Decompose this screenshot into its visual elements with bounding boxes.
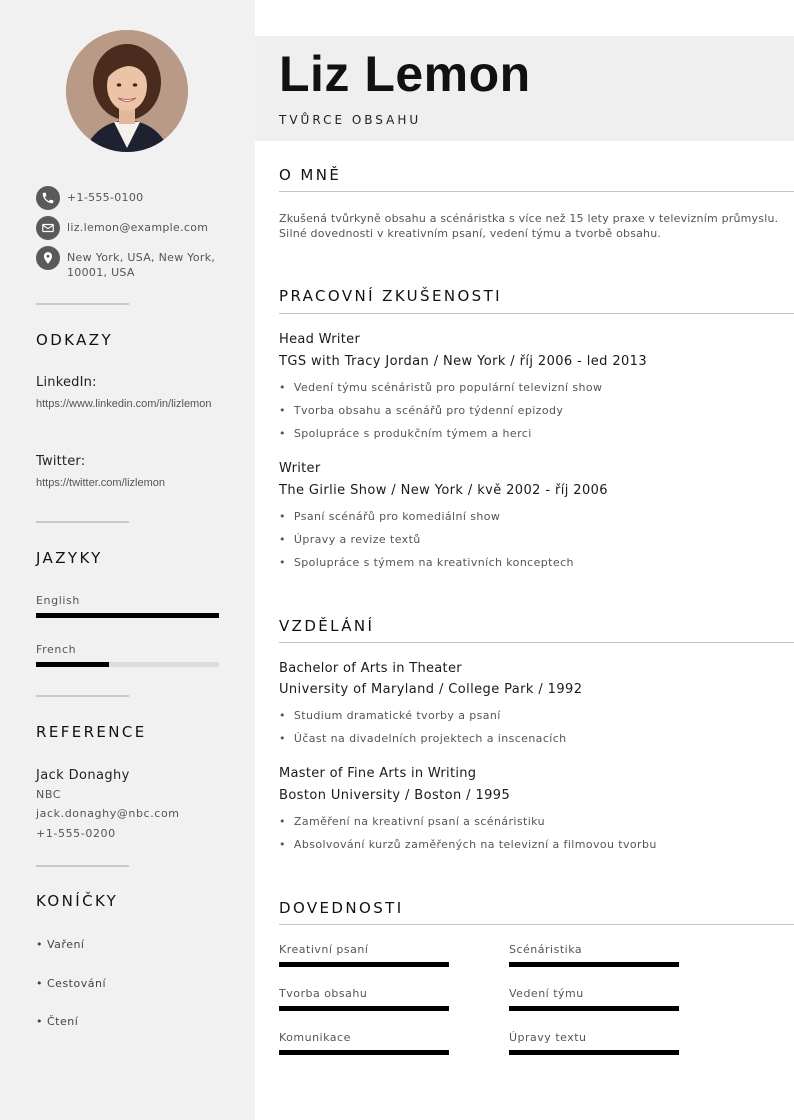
skill-level-bar [509,1006,679,1011]
main-content [255,0,794,1120]
job-bullet: • Spolupráce s produkčním týmem a herci [279,427,532,440]
skill-level-fill [509,1050,679,1055]
twitter-link[interactable]: https://twitter.com/lizlemon [36,477,165,489]
linkedin-link[interactable]: https://www.linkedin.com/in/lizlemon [36,398,212,410]
language-name: French [36,643,77,656]
skill-level-bar [279,1050,449,1055]
reference-company: NBC [36,788,62,801]
sidebar [0,0,255,1120]
skill-level-fill [279,1050,449,1055]
job-position: Head Writer [279,332,361,347]
skill-name: Tvorba obsahu [279,987,368,1000]
sidebar-divider [36,521,129,523]
section-rule [279,191,794,192]
section-rule [279,924,794,925]
skill-name: Scénáristika [509,943,583,956]
language-level-bar [36,662,219,667]
job-details: The Girlie Show / New York / kvě 2002 - říj 2006 [279,483,608,498]
education-bullet: • Absolvování kurzů zaměřených na televizní a filmovou tvorbu [279,838,657,851]
reference-email: jack.donaghy@nbc.com [36,807,180,820]
phone-number: +1-555-0100 [67,191,144,204]
education-bullet: • Studium dramatické tvorby a psaní [279,709,501,722]
hobby-item: • Čtení [36,1015,79,1028]
reference-name: Jack Donaghy [36,768,130,783]
skill-level-bar [509,962,679,967]
education-degree: Bachelor of Arts in Theater [279,661,462,676]
skills-title: DOVEDNOSTI [279,899,404,917]
skill-level-bar [509,1050,679,1055]
contact-email [36,220,222,240]
job-bullet: • Úpravy a revize textů [279,533,421,546]
skill-name: Úpravy textu [509,1031,587,1044]
education-details: University of Maryland / College Park / 1992 [279,682,583,697]
language-level-bar [36,613,219,618]
skill-level-fill [279,962,449,967]
experience-title: PRACOVNÍ ZKUŠENOSTI [279,287,502,305]
references-title: REFERENCE [36,723,147,741]
phone-icon [36,186,60,210]
contact-address [36,250,222,280]
contact-phone [36,190,222,210]
job-bullet: • Vedení týmu scénáristů pro populární televizní show [279,381,602,394]
hobby-label: Vaření [47,938,85,951]
mail-icon [36,216,60,240]
links-title: ODKAZY [36,331,114,349]
hobby-label: Čtení [47,1015,79,1028]
sidebar-divider [36,865,129,867]
hobby-item: • Cestování [36,977,107,990]
hobby-item: • Vaření [36,938,85,951]
education-details: Boston University / Boston / 1995 [279,788,511,803]
linkedin-label: LinkedIn: [36,375,97,390]
section-rule [279,313,794,314]
job-title: TVŮRCE OBSAHU [279,113,422,127]
profile-photo [66,30,188,152]
reference-phone: +1-555-0200 [36,827,116,840]
email-address: liz.lemon@example.com [67,221,209,234]
education-title: VZDĚLÁNÍ [279,617,375,635]
hobby-label: Cestování [47,977,107,990]
job-bullet: • Spolupráce s týmem na kreativních konceptech [279,556,574,569]
education-bullet: • Účast na divadelních projektech a inscenacích [279,732,567,745]
hobbies-title: KONÍČKY [36,892,119,910]
skill-name: Komunikace [279,1031,351,1044]
language-name: English [36,594,80,607]
about-text: Zkušená tvůrkyně obsahu a scénáristka s více než 15 lety praxe v televizním průmyslu. Silné dovednosti v kreativním psaní, vedení týmu a tvorbě obsahu. [279,212,779,240]
job-position: Writer [279,461,321,476]
skill-name: Kreativní psaní [279,943,369,956]
sidebar-divider [36,695,129,697]
skill-level-fill [509,962,679,967]
job-bullet: • Tvorba obsahu a scénářů pro týdenní epizody [279,404,563,417]
full-name: Liz Lemon [279,46,531,102]
language-level-fill [36,613,219,618]
language-level-fill [36,662,109,667]
languages-title: JAZYKY [36,549,103,567]
skill-level-fill [509,1006,679,1011]
location-pin-icon [36,246,60,270]
skill-level-bar [279,1006,449,1011]
skill-level-bar [279,962,449,967]
skill-level-fill [279,1006,449,1011]
job-details: TGS with Tracy Jordan / New York / říj 2006 - led 2013 [279,354,648,369]
section-rule [279,642,794,643]
address-text: New York, USA, New York, 10001, USA [67,251,216,279]
sidebar-divider [36,303,129,305]
twitter-label: Twitter: [36,454,86,469]
job-bullet: • Psaní scénářů pro komediální show [279,510,500,523]
education-bullet: • Zaměření na kreativní psaní a scénáristiku [279,815,545,828]
education-degree: Master of Fine Arts in Writing [279,766,477,781]
about-title: O MNĚ [279,166,342,184]
skill-name: Vedení týmu [509,987,584,1000]
